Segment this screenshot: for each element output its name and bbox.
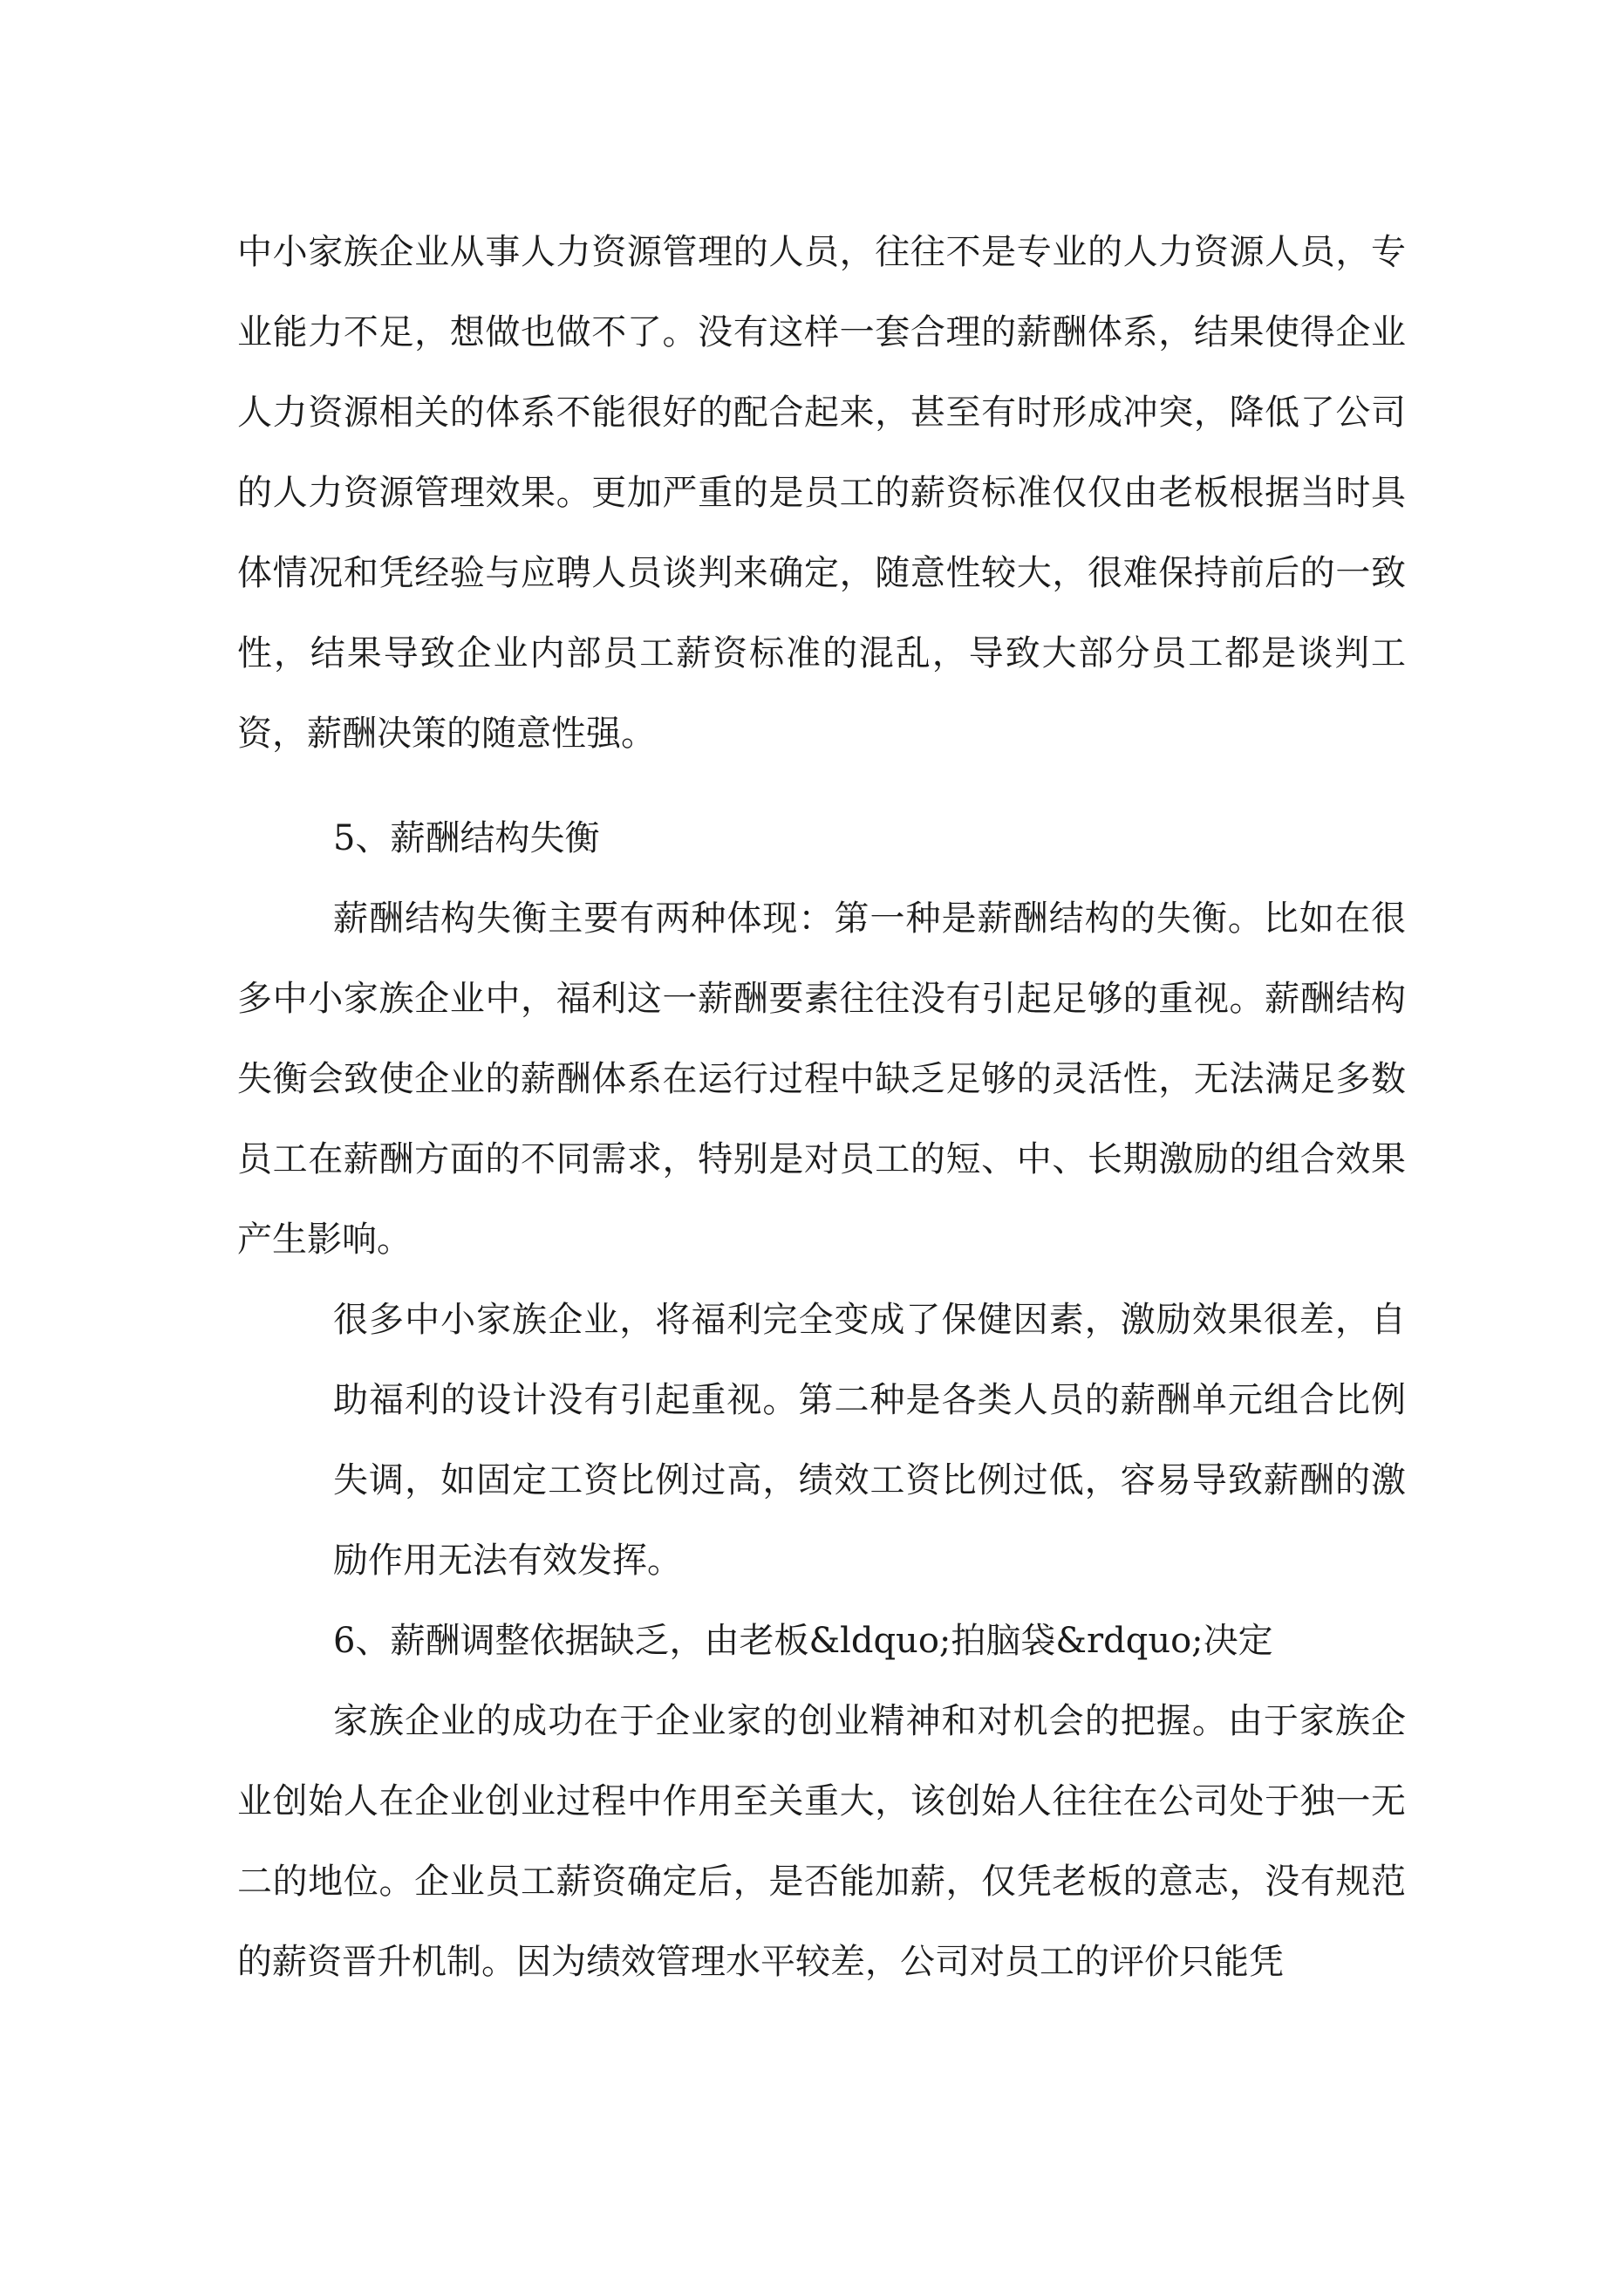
paragraph-hr-staff: 中小家族企业从事人力资源管理的人员，往往不是专业的人力资源人员，专业能力不足，想做也做不了。没有这样一套合理的薪酬体系，结果使得企业人力资源相关的体系不能很好的配合起来，甚至有时形成冲突，降低了公司的人力资源管理效果。更加严重的是员工的薪资标准仅仅由老板根据当时具体情况和凭经验与应聘人员谈判来确定，随意性较大，很难保持前后的一致性，结果导致企业内部员工薪资标准的混乱，导致大部分员工都是谈判工资，薪酬决策的随意性强。	[237, 232, 1406, 754]
section-heading-6: 6、薪酬调整依据缺乏，由老板&ldquo;拍脑袋&rdquo;决定	[333, 1621, 1273, 1661]
paragraph-structure-imbalance: 薪酬结构失衡主要有两种体现：第一种是薪酬结构的失衡。比如在很多中小家族企业中，福利这一薪酬要素往往没有引起足够的重视。薪酬结构失衡会致使企业的薪酬体系在运行过程中缺乏足够的灵活性，无法满足多数员工在薪酬方面的不同需求，特别是对员工的短、中、长期激励的组合效果产生影响。	[237, 899, 1406, 1260]
section-heading-5: 5、薪酬结构失衡	[333, 818, 600, 858]
document-body	[237, 212, 1406, 2002]
paragraph-welfare: 很多中小家族企业，将福利完全变成了保健因素，激励效果很差，自助福利的设计没有引起重视。第二种是各类人员的薪酬单元组合比例失调，如固定工资比例过高，绩效工资比例过低，容易导致薪酬的激励作用无法有效发挥。	[333, 1300, 1406, 1581]
paragraph-founder: 家族企业的成功在于企业家的创业精神和对机会的把握。由于家族企业创始人在企业创业过程中作用至关重大，该创始人往往在公司处于独一无二的地位。企业员工薪资确定后，是否能加薪，仅凭老板的意志，没有规范的薪资晋升机制。因为绩效管理水平较差，公司对员工的评价只能凭	[237, 1701, 1406, 1982]
